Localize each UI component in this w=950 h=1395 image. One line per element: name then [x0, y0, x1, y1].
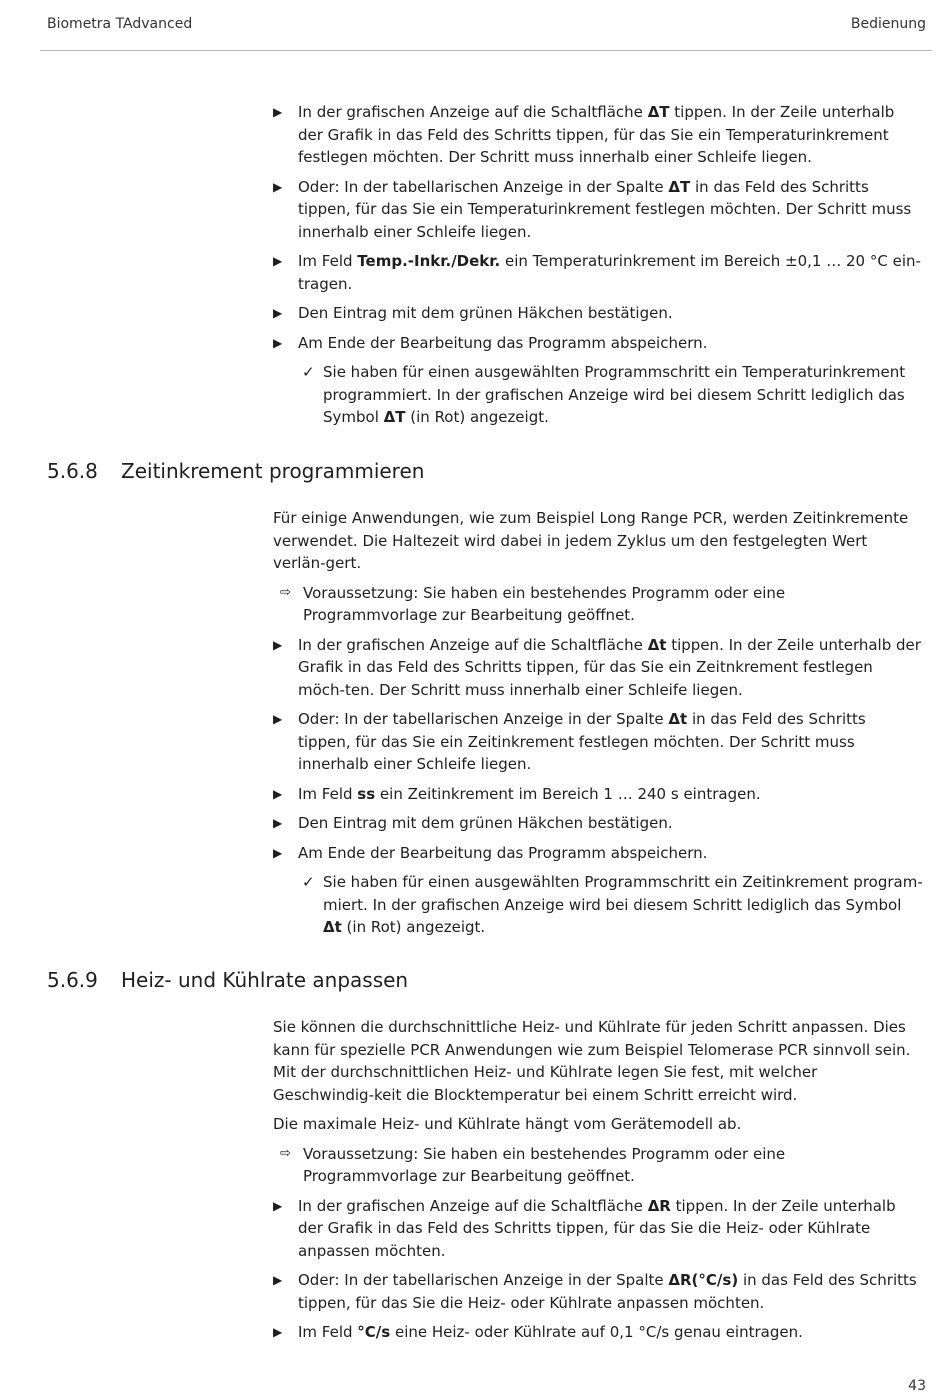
triangle-bullet-icon: ▶: [273, 1198, 283, 1213]
triangle-bullet-icon: ▶: [273, 105, 283, 119]
triangle-bullet-icon: ▶: [273, 335, 283, 350]
section-title: Zeitinkrement programmieren: [121, 459, 425, 483]
list-item: ▶ Den Eintrag mit dem grünen Häkchen bestätigen.: [273, 812, 923, 835]
section-number: 5.6.9: [47, 968, 98, 992]
triangle-bullet-icon: ▶: [273, 712, 283, 726]
header-rule: [40, 50, 932, 51]
arrow-right-icon: ⇨: [280, 584, 291, 600]
triangle-bullet-icon: ▶: [273, 254, 283, 268]
section-body: [273, 1016, 923, 1344]
result-item: ✓ Sie haben für einen ausgewählten Programmschritt ein Zeitinkrement program-miert. In der grafischen Anzeige wird bei diesem Schritt lediglich das Symbol Δt (in Rot) angezeigt.: [302, 873, 923, 936]
paragraph: Sie können die durchschnittliche Heiz- und Kühlrate für jeden Schritt anpassen. Dies kann für spezielle PCR Anwendungen wie zum Beispiel Telomerase PCR sinnvoll sein. Mit der durchschnittlichen Heiz- und Kühlrate legen Sie fest, mit welcher Geschwindig-keit die Blocktemperatur bei einem Schritt erreicht wird.: [273, 1018, 911, 1104]
page-number: 43: [908, 1378, 926, 1394]
triangle-bullet-icon: ▶: [273, 1325, 283, 1339]
triangle-bullet-icon: ▶: [273, 786, 283, 801]
list-item: ▶ Oder: In der tabellarischen Anzeige in der Spalte ΔR(°C/s) in das Feld des Schritts tippen, für das Sie die Heiz- oder Kühlrate anpassen möchten.: [273, 1271, 917, 1312]
triangle-bullet-icon: ▶: [273, 306, 283, 320]
section-steps-continued: [273, 101, 923, 429]
list-item: ▶ Am Ende der Bearbeitung das Programm abspeichern.: [273, 842, 923, 865]
header-right: Bedienung: [850, 16, 926, 32]
list-item: ▶ In der grafischen Anzeige auf die Schaltfläche Δt tippen. In der Zeile unterhalb der Grafik in das Feld des Schritts tippen, für das Sie ein Zeitnkrement festlegen möch-ten. Der Schritt muss innerhalb einer Schleife liegen.: [273, 635, 921, 699]
triangle-bullet-icon: ▶: [273, 179, 283, 194]
result-item: ✓ Sie haben für einen ausgewählten Programmschritt ein Temperaturinkrement programmiert. In der grafischen Anzeige wird bei diesem Schritt lediglich das Symbol ΔT (in Rot) angezeigt.: [302, 363, 906, 426]
prerequisite-item: ⇨ Voraussetzung: Sie haben ein bestehendes Programm oder eine Programmvorlage zur Bearbeitung geöffnet.: [280, 583, 786, 624]
triangle-bullet-icon: ▶: [273, 637, 283, 652]
paragraph: Für einige Anwendungen, wie zum Beispiel Long Range PCR, werden Zeitinkremente verwendet. Die Haltezeit wird dabei in jedem Zyklus um den festgelegten Wert verlän-gert.: [273, 509, 909, 572]
list-item: ▶ Oder: In der tabellarischen Anzeige in der Spalte Δt in das Feld des Schritts tippen, für das Sie ein Zeitinkrement festlegen möchten. Der Schritt muss innerhalb einer Schleife liegen.: [273, 710, 866, 773]
list-item: ▶ Im Feld Temp.-Inkr./Dekr. ein Temperaturinkrement im Bereich ±0,1 … 20 °C ein-tragen.: [273, 252, 921, 293]
list-item: ▶ Im Feld °C/s eine Heiz- oder Kühlrate auf 0,1 °C/s genau eintragen.: [273, 1321, 923, 1344]
paragraph: Die maximale Heiz- und Kühlrate hängt vom Gerätemodell ab.: [273, 1115, 742, 1133]
checkmark-icon: ✓: [302, 873, 315, 891]
triangle-bullet-icon: ▶: [273, 1273, 283, 1287]
section-body: [273, 507, 923, 939]
list-item: ▶ In der grafischen Anzeige auf die Schaltfläche ΔR tippen. In der Zeile unterhalb der Grafik in das Feld des Schritts tippen, für das Sie die Heiz- oder Kühlrate anpassen möchten.: [273, 1196, 896, 1260]
prerequisite-item: ⇨ Voraussetzung: Sie haben ein bestehendes Programm oder eine Programmvorlage zur Bearbeitung geöffnet.: [280, 1144, 786, 1185]
arrow-right-icon: ⇨: [280, 1145, 291, 1161]
checkmark-icon: ✓: [302, 363, 315, 381]
list-item: ▶ Im Feld ss ein Zeitinkrement im Bereich 1 … 240 s eintragen.: [273, 783, 923, 806]
section-number: 5.6.8: [47, 459, 98, 483]
list-item: ▶ Den Eintrag mit dem grünen Häkchen bestätigen.: [273, 302, 923, 325]
list-item: ▶ Am Ende der Bearbeitung das Programm abspeichern.: [273, 332, 923, 355]
section-title: Heiz- und Kühlrate anpassen: [121, 968, 409, 992]
list-item: ▶ Oder: In der tabellarischen Anzeige in der Spalte ΔT in das Feld des Schritts tippen, für das Sie ein Temperaturinkrement festlegen möchten. Der Schritt muss innerhalb einer Schleife liegen.: [273, 177, 912, 241]
triangle-bullet-icon: ▶: [273, 845, 283, 860]
header-left: Biometra TAdvanced: [47, 16, 193, 32]
list-item: ▶ In der grafischen Anzeige auf die Schaltfläche ΔT tippen. In der Zeile unterhalb der Grafik in das Feld des Schritts tippen, für das Sie ein Temperaturinkrement festlegen möchten. Der Schritt muss innerhalb einer Schleife liegen.: [273, 103, 895, 166]
triangle-bullet-icon: ▶: [273, 816, 283, 830]
